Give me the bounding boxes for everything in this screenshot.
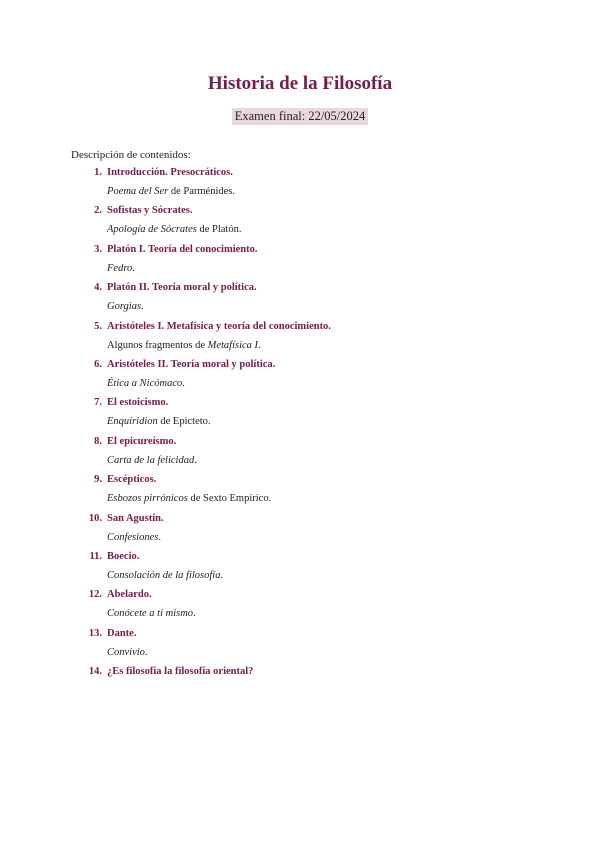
reading-suffix: . (220, 569, 224, 581)
item-number: 2. (94, 205, 102, 217)
item-heading: Platón II. Teoría moral y política. (107, 282, 257, 294)
reading-work-title: Metafísica I (207, 339, 259, 351)
item-number: 13. (88, 627, 102, 639)
reading-suffix: . (194, 454, 197, 466)
reading-work-title: Gorgias (107, 301, 142, 313)
reading-work-title: Ética a Nicómaco (107, 377, 183, 389)
item-heading: Sofistas y Sócrates. (107, 205, 193, 217)
list-item (0, 244, 600, 282)
item-heading: ¿Es filosofía la filosofía oriental? (107, 666, 254, 678)
list-item (0, 321, 600, 359)
list-item (0, 436, 600, 474)
reading-prefix: Algunos fragmentos de (107, 339, 208, 351)
reading-work-title: Confesiones (107, 531, 159, 543)
item-number: 14. (88, 666, 102, 678)
list-item (0, 628, 600, 666)
reading-work-title: Convivio (107, 646, 145, 658)
list-item (0, 666, 600, 704)
item-reading (107, 378, 185, 389)
item-number: 7. (94, 397, 102, 409)
item-heading: El estoicismo. (107, 397, 169, 409)
item-reading (107, 570, 223, 581)
reading-work-title: Esbozos pirrónicos (107, 493, 188, 505)
reading-work-title: Apología de Sócrates (107, 224, 197, 236)
item-heading: Aristóteles II. Teoría moral y política. (107, 358, 276, 370)
item-number: 8. (94, 435, 102, 447)
item-reading (107, 224, 241, 235)
list-item (0, 397, 600, 435)
reading-suffix: de Platón. (196, 224, 242, 236)
reading-work-title: Fedro (107, 262, 133, 274)
reading-work-title: Poema del Ser (107, 186, 169, 197)
item-number: 3. (94, 243, 102, 255)
item-heading: Escépticos. (107, 474, 157, 486)
item-number: 10. (88, 512, 102, 524)
reading-suffix: . (144, 646, 148, 658)
item-number: 11. (89, 550, 102, 562)
contents-intro: Descripción de contenidos: (71, 149, 191, 161)
item-number: 5. (94, 320, 102, 332)
reading-suffix: de Epicteto. (157, 416, 211, 428)
item-reading (107, 532, 161, 543)
reading-work-title: Carta de la felicidad (107, 454, 195, 466)
item-number: 6. (94, 358, 102, 370)
reading-suffix: . (141, 301, 144, 313)
list-item (0, 551, 600, 589)
list-item (0, 359, 600, 397)
list-item (0, 513, 600, 551)
item-heading: Boecio. (107, 550, 140, 562)
item-reading (107, 608, 196, 619)
item-number: 1. (94, 167, 102, 178)
subtitle-container (0, 107, 600, 125)
item-heading: San Agustín. (107, 512, 164, 524)
list-item (0, 589, 600, 627)
reading-suffix: . (193, 608, 196, 620)
item-heading: El epicureísmo. (107, 435, 177, 447)
item-reading (107, 263, 135, 274)
item-number: 12. (88, 589, 102, 601)
list-item (0, 474, 600, 512)
item-heading: Abelardo. (107, 589, 152, 601)
item-reading (107, 455, 197, 466)
reading-work-title: Consolación de la filosofía (107, 569, 221, 581)
item-reading (107, 493, 271, 504)
item-heading: Introducción. Presocráticos. (107, 167, 233, 178)
reading-work-title: Enquiridion (107, 416, 158, 428)
item-reading (107, 340, 261, 351)
reading-suffix: . (132, 262, 135, 274)
list-item (0, 205, 600, 243)
item-reading (107, 186, 235, 197)
exam-date-subtitle: Examen final: 22/05/2024 (232, 108, 369, 125)
item-number: 4. (94, 282, 102, 294)
reading-suffix: de Parménides. (168, 186, 236, 197)
reading-work-title: Conócete a ti mismo (107, 608, 194, 620)
item-reading (107, 416, 211, 427)
item-number: 9. (94, 474, 102, 486)
reading-suffix: . (258, 339, 261, 351)
item-heading: Aristóteles I. Metafísica y teoría del conocimiento. (107, 320, 331, 332)
document-title: Historia de la Filosofía (207, 73, 393, 94)
reading-suffix: . (158, 531, 161, 543)
list-item (0, 282, 600, 320)
item-heading: Dante. (107, 627, 137, 639)
reading-suffix: . (182, 377, 185, 389)
item-reading (107, 647, 148, 658)
reading-suffix: de Sexto Empírico. (187, 493, 272, 505)
contents-list (0, 167, 600, 704)
item-reading (107, 301, 144, 312)
item-heading: Platón I. Teoría del conocimiento. (107, 243, 258, 255)
list-item (0, 167, 600, 205)
